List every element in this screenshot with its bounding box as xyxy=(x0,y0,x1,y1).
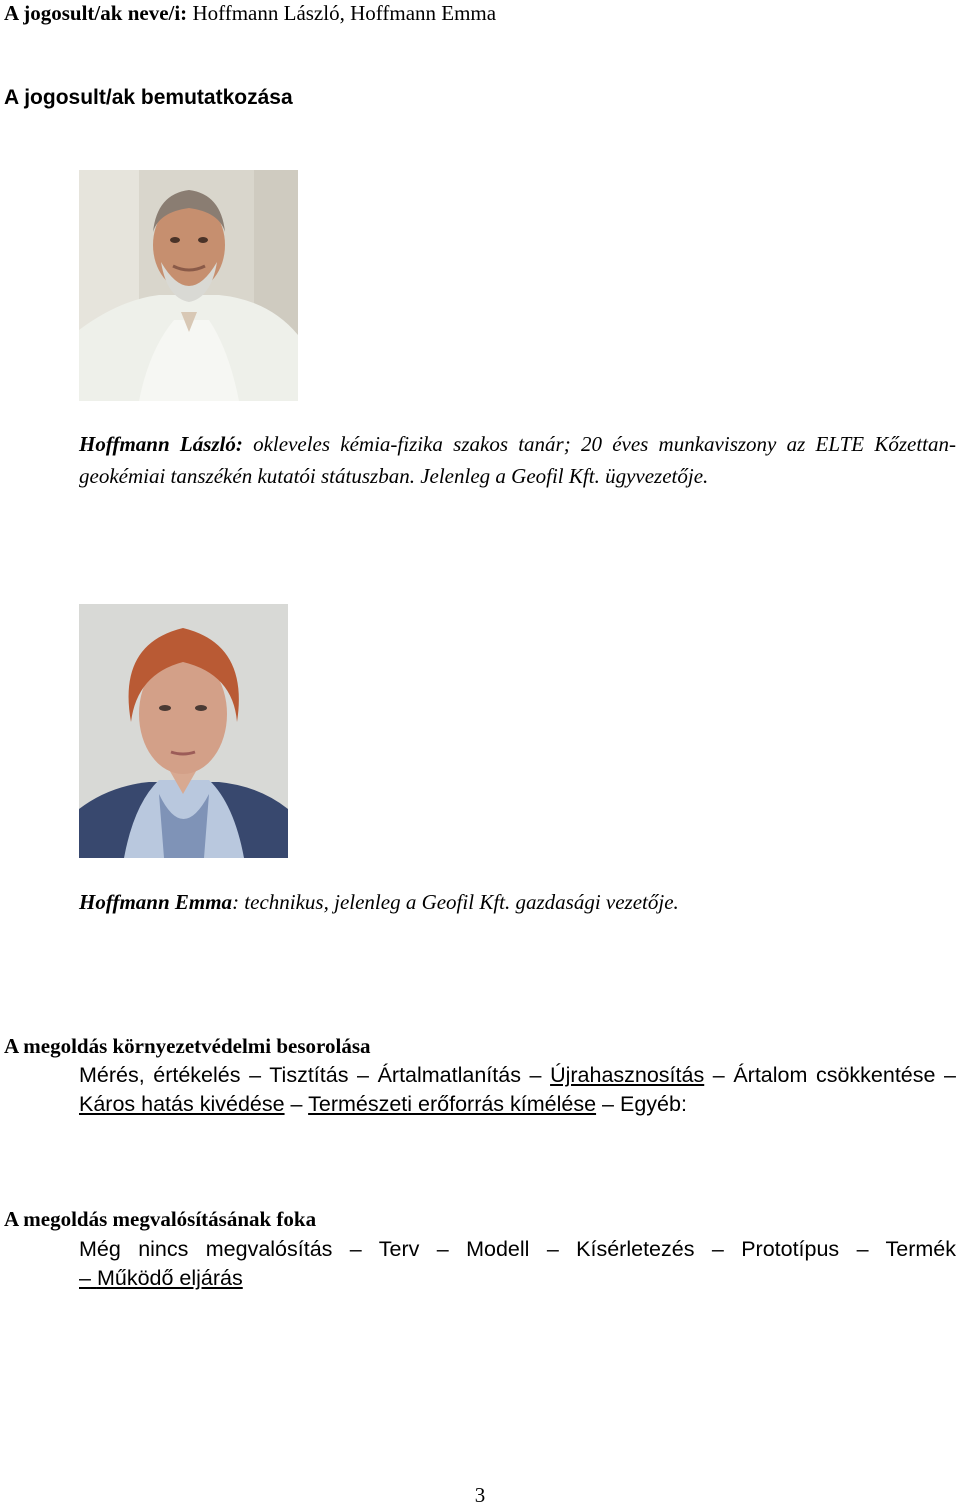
option-artalom-csokkentese: Ártalom csökkentése xyxy=(733,1063,936,1087)
option-kiserletezes: Kísérletezés xyxy=(576,1237,695,1261)
option-separator: – xyxy=(349,1237,362,1261)
option-karos-hatas-kivedese: Káros hatás kivédése xyxy=(79,1092,285,1116)
portrait-photo-man xyxy=(79,170,298,401)
environmental-classification-heading: A megoldás környezetvédelmi besorolása xyxy=(4,1034,371,1058)
person-name: Hoffmann Emma xyxy=(79,890,233,914)
person-description: okleveles kémia-fizika szakos tanár; 20 éves munkaviszony az ELTE Kőzettan-geokémiai tanszékén kutatói státuszban. Jelenleg a Geofil Kft. ügyvezetője. xyxy=(79,432,956,488)
option-separator: – xyxy=(711,1237,724,1261)
option-separator: – xyxy=(856,1237,869,1261)
option-ujrahasznositas: Újrahasznosítás xyxy=(550,1063,705,1087)
option-mukodo-eljaras-label: Működő eljárás xyxy=(96,1266,243,1290)
option-terv: Terv xyxy=(378,1237,420,1261)
owners-line xyxy=(4,0,496,26)
option-separator: – xyxy=(712,1063,725,1087)
option-mukodo-eljaras xyxy=(79,1266,243,1290)
bio-hoffmann-emma xyxy=(79,886,956,918)
option-separator: – xyxy=(290,1092,303,1116)
option-separator: – xyxy=(602,1092,615,1116)
option-meg-nincs-megvalositas: Még nincs megvalósítás xyxy=(79,1237,333,1261)
option-separator: – xyxy=(944,1063,956,1087)
portrait-photo-woman xyxy=(79,604,288,858)
option-modell: Modell xyxy=(466,1237,530,1261)
intro-heading: A jogosult/ak bemutatkozása xyxy=(4,86,293,109)
option-separator: – xyxy=(436,1237,449,1261)
option-prototipus: Prototípus xyxy=(741,1237,840,1261)
option-termek: Termék xyxy=(885,1237,956,1261)
option-egyeb: Egyéb: xyxy=(620,1092,687,1116)
person-description: : technikus, jelenleg a Geofil Kft. gazdasági vezetője. xyxy=(232,890,679,914)
option-separator: – xyxy=(529,1063,542,1087)
option-separator: – xyxy=(249,1063,262,1087)
option-tisztitas: Tisztítás xyxy=(269,1063,349,1087)
owners-names: Hoffmann László, Hoffmann Emma xyxy=(192,1,497,25)
implementation-level-heading: A megoldás megvalósításának foka xyxy=(4,1207,317,1231)
option-meres-ertekeles: Mérés, értékelés xyxy=(79,1063,241,1087)
person-name: Hoffmann László: xyxy=(79,432,243,456)
bio-hoffmann-laszlo xyxy=(79,428,956,492)
option-separator: – xyxy=(546,1237,559,1261)
option-termeszeti-eroforras-kimelese: Természeti erőforrás kímélése xyxy=(308,1092,597,1116)
page-number: 3 xyxy=(474,1483,486,1507)
option-separator: – xyxy=(79,1266,91,1290)
option-separator: – xyxy=(357,1063,369,1087)
owners-label: A jogosult/ak neve/i: xyxy=(4,1,188,25)
option-artalmatlanitas: Ártalmatlanítás xyxy=(377,1063,521,1087)
environmental-classification-options xyxy=(79,1061,956,1119)
implementation-level-options xyxy=(79,1235,956,1293)
